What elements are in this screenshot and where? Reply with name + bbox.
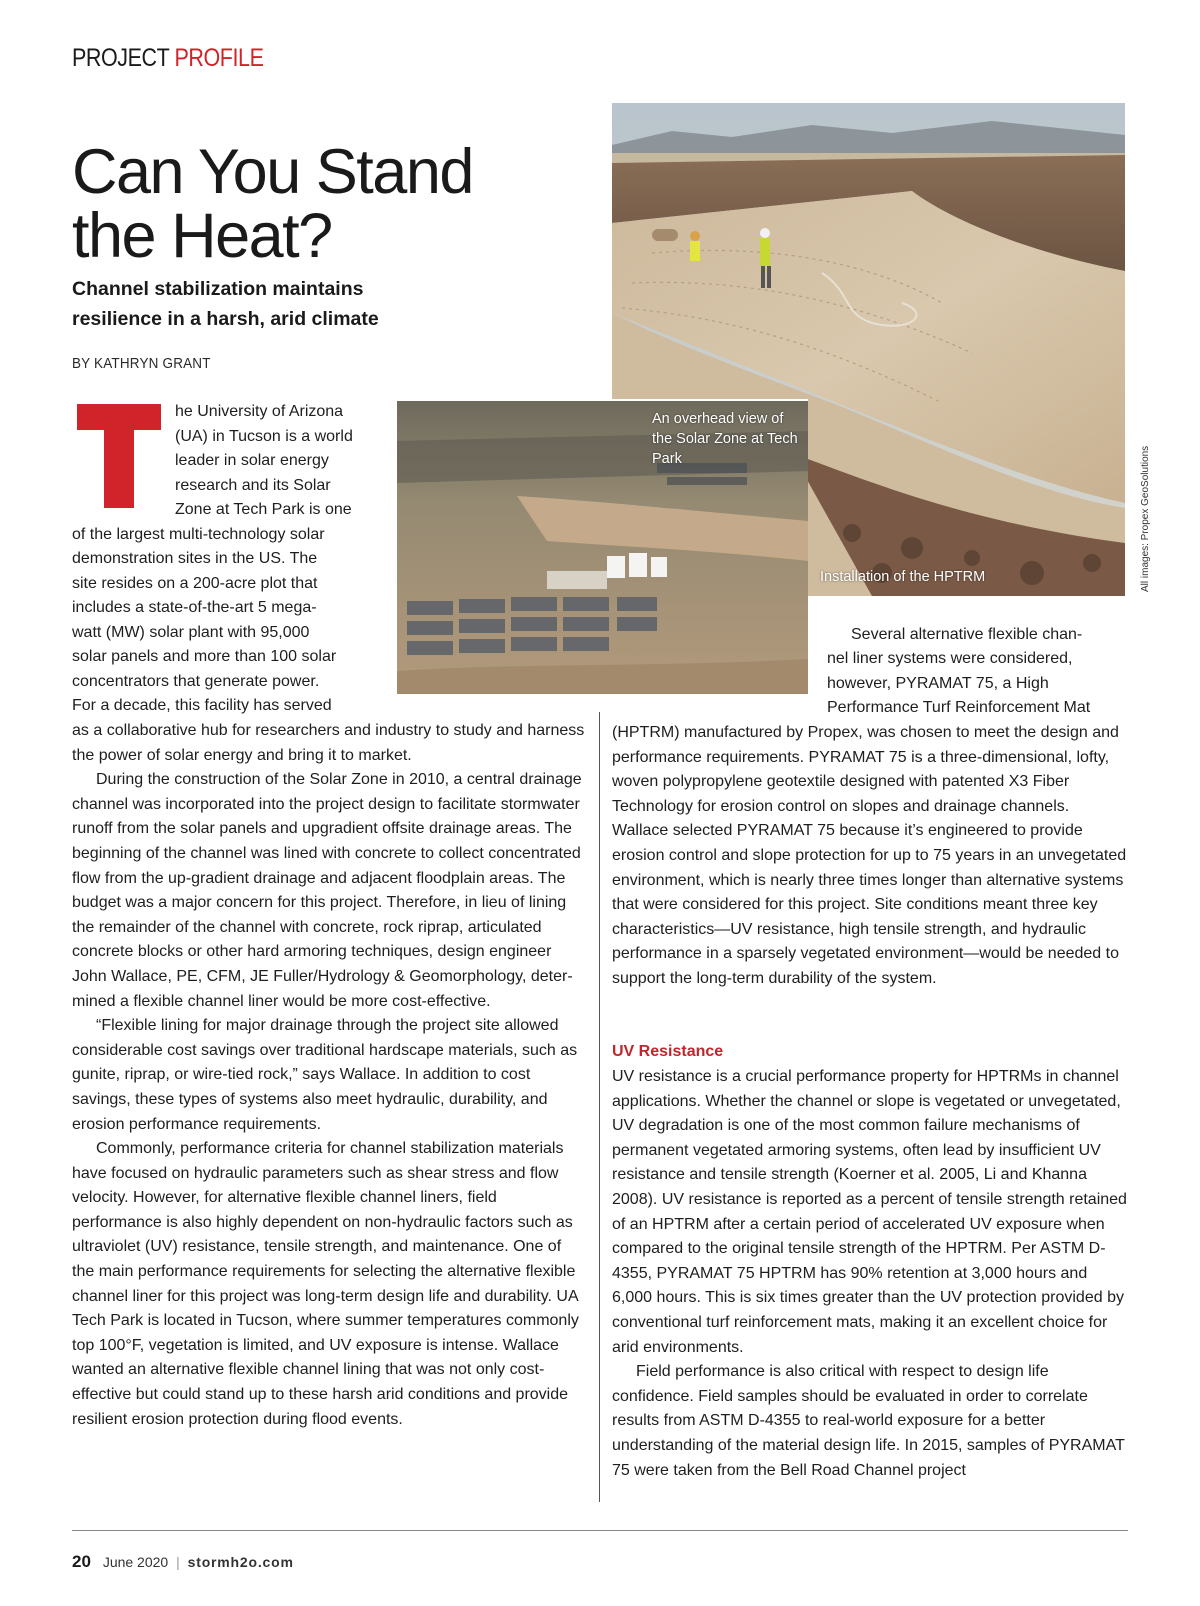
wrap-line: solar panels and more than 100 solar bbox=[72, 648, 337, 665]
wrap-line: he University of Arizona bbox=[175, 403, 344, 420]
footer-rule bbox=[72, 1530, 1128, 1531]
wrap-line: research and its Solar bbox=[175, 477, 331, 494]
wrap-line: nel liner systems were considered, bbox=[827, 650, 1073, 667]
caption-overhead: An overhead view of the Solar Zone at Tech Park bbox=[652, 411, 798, 467]
wrap-line: leader in solar energy bbox=[175, 452, 329, 469]
photo-credit: All images: Propex GeoSolutions bbox=[1140, 445, 1151, 592]
wrap-line: For a decade, this facility has served bbox=[72, 697, 332, 714]
site-link[interactable]: stormh2o.com bbox=[187, 1554, 294, 1570]
deck-line-1: Channel stabilization maintains bbox=[72, 278, 364, 300]
column-divider bbox=[599, 712, 600, 1502]
section-label-project: PROJECT bbox=[72, 44, 169, 72]
wrap-line: includes a state-of-the-art 5 mega- bbox=[72, 599, 317, 616]
paragraph-7: Field performance is also critical with respect to design life confidence. Field samples should be evaluated in order to correlate results from ASTM D-4355 to real-world exposure for a better understanding of the material design life. In 2015, samples of PYRAMAT 75 were taken from the Bell Road Channel project bbox=[612, 1363, 1125, 1479]
wrap-line: (UA) in Tucson is a world bbox=[175, 428, 353, 445]
right-column-body-bottom bbox=[612, 1065, 1128, 1483]
page-number: 20 bbox=[72, 1552, 91, 1571]
paragraph-5-tail: (HPTRM) manufactured by Propex, was chosen to meet the design and performance requirements. PYRAMAT 75 is a three-dimensional, lofty, woven polypropylene geotextile designed with patented X3 Fiber Technology for erosion control on slopes and drainage channels. Wallace selected PYRAMAT 75 because it’s engineered to provide erosion control and slope protection for up to 75 years in an unvegetated environment, which is nearly three times longer than alternative systems that were considered for this project. Site conditions meant three key characteristics—UV resistance, high tensile strength, and hydraulic performance in a sparsely vegetated environment—would be needed to support the long-term durability of the system. bbox=[612, 724, 1127, 987]
wrap-line: Performance Turf Reinforcement Mat bbox=[827, 699, 1091, 716]
headline-line-1: Can You Stand bbox=[72, 137, 473, 207]
subhead-uv-resistance: UV Resistance bbox=[612, 1043, 724, 1060]
wrap-line: Several alternative flexible chan- bbox=[851, 626, 1083, 643]
wrap-line: site resides on a 200-acre plot that bbox=[72, 575, 318, 592]
wrap-line: watt (MW) solar plant with 95,000 bbox=[72, 624, 310, 641]
wrap-line: of the largest multi-technology solar bbox=[72, 526, 325, 543]
drop-cap bbox=[77, 404, 161, 508]
section-label bbox=[72, 44, 263, 73]
deck bbox=[72, 274, 492, 334]
paragraph-1-tail: as a collaborative hub for researchers and industry to study and harness the power of solar energy and bring it to market. bbox=[72, 722, 585, 764]
footer bbox=[72, 1552, 294, 1572]
svg-text:T: T bbox=[116, 457, 122, 466]
paragraph-3: “Flexible lining for major drainage through the project site allowed considerable cost savings over traditional hardscape materials, such as gunite, riprap, or wire-tied rock,” says Wallace. In addition to cost savings, these types of systems also meet hydraulic, durability, and erosion performance requirements. bbox=[72, 1017, 578, 1133]
headline-line-2: the Heat? bbox=[72, 201, 332, 271]
wrap-line: demonstration sites in the US. The bbox=[72, 550, 318, 567]
paragraph-4: Commonly, performance criteria for channel stabilization materials have focused on hydraulic parameters such as shear stress and flow velocity. However, for alternative flexible channel liners, field performance is also highly dependent on non-hydraulic factors such as ultraviolet (UV) resistance, tensile strength, and maintenance. One of the main performance requirements for selecting the alternative flexible channel liner for this project was long-term design life and durability. UA Tech Park is located in Tucson, where summer temperatures commonly top 100°F, vegetation is limited, and UV exposure is intense. Wallace wanted an alternative flexible channel lining that was not only cost-effective but could stand up to these harsh arid conditions and provide resilient erosion protection during flood events. bbox=[72, 1140, 579, 1428]
issue-date: June 2020 bbox=[102, 1554, 169, 1570]
headline bbox=[72, 137, 473, 271]
left-column-body bbox=[72, 719, 587, 1432]
byline: BY KATHRYN GRANT bbox=[72, 355, 211, 372]
paragraph-2: During the construction of the Solar Zone in 2010, a central drainage channel was incorporated into the project design to facilitate stormwater runoff from the solar panels and upgradient offsite drainage areas. The beginning of the channel was lined with concrete to collect concentrated flow from the up-gradient drainage and adjacent floodplain areas. The budget was a major concern for this project. Therefore, in lieu of lining the remainder of the channel with concrete, rock riprap, articulated concrete blocks or other hard armoring techniques, design engineer John Wallace, PE, CFM, JE Fuller/Hydrology & Geomorphology, determined a flexible channel liner would be more cost-effective. bbox=[72, 771, 582, 1010]
deck-line-2: resilience in a harsh, arid climate bbox=[72, 308, 379, 330]
wrap-line: Zone at Tech Park is one bbox=[175, 501, 352, 518]
wrap-line: however, PYRAMAT 75, a High bbox=[827, 675, 1049, 692]
section-label-profile: PROFILE bbox=[174, 44, 264, 72]
caption-installation: Installation of the HPTRM bbox=[820, 569, 986, 585]
wrap-line: concentrators that generate power. bbox=[72, 673, 320, 690]
footer-separator: | bbox=[176, 1554, 180, 1570]
paragraph-6: UV resistance is a crucial performance property for HPTRMs in channel applications. Whether the channel or slope is vegetated or unvegetated, UV degradation is one of the most common failure mechanisms of permanent vegetated armoring systems, often lead by insufficient UV resistance and tensile strength (Koerner et al. 2005, Li and Khanna 2008). UV resistance is reported as a percent of tensile strength retained of an HPTRM after a certain period of accelerated UV exposure when compared to the original tensile strength of the HPTRM. Per ASTM D-4355, PYRAMAT 75 HPTRM has 90% retention at 3,000 hours and 6,000 hours. This is six times greater than the UV protection provided by conventional turf reinforcement mats, making it an excellent choice for arid environments. bbox=[612, 1068, 1127, 1356]
right-column-body-top bbox=[612, 721, 1128, 992]
